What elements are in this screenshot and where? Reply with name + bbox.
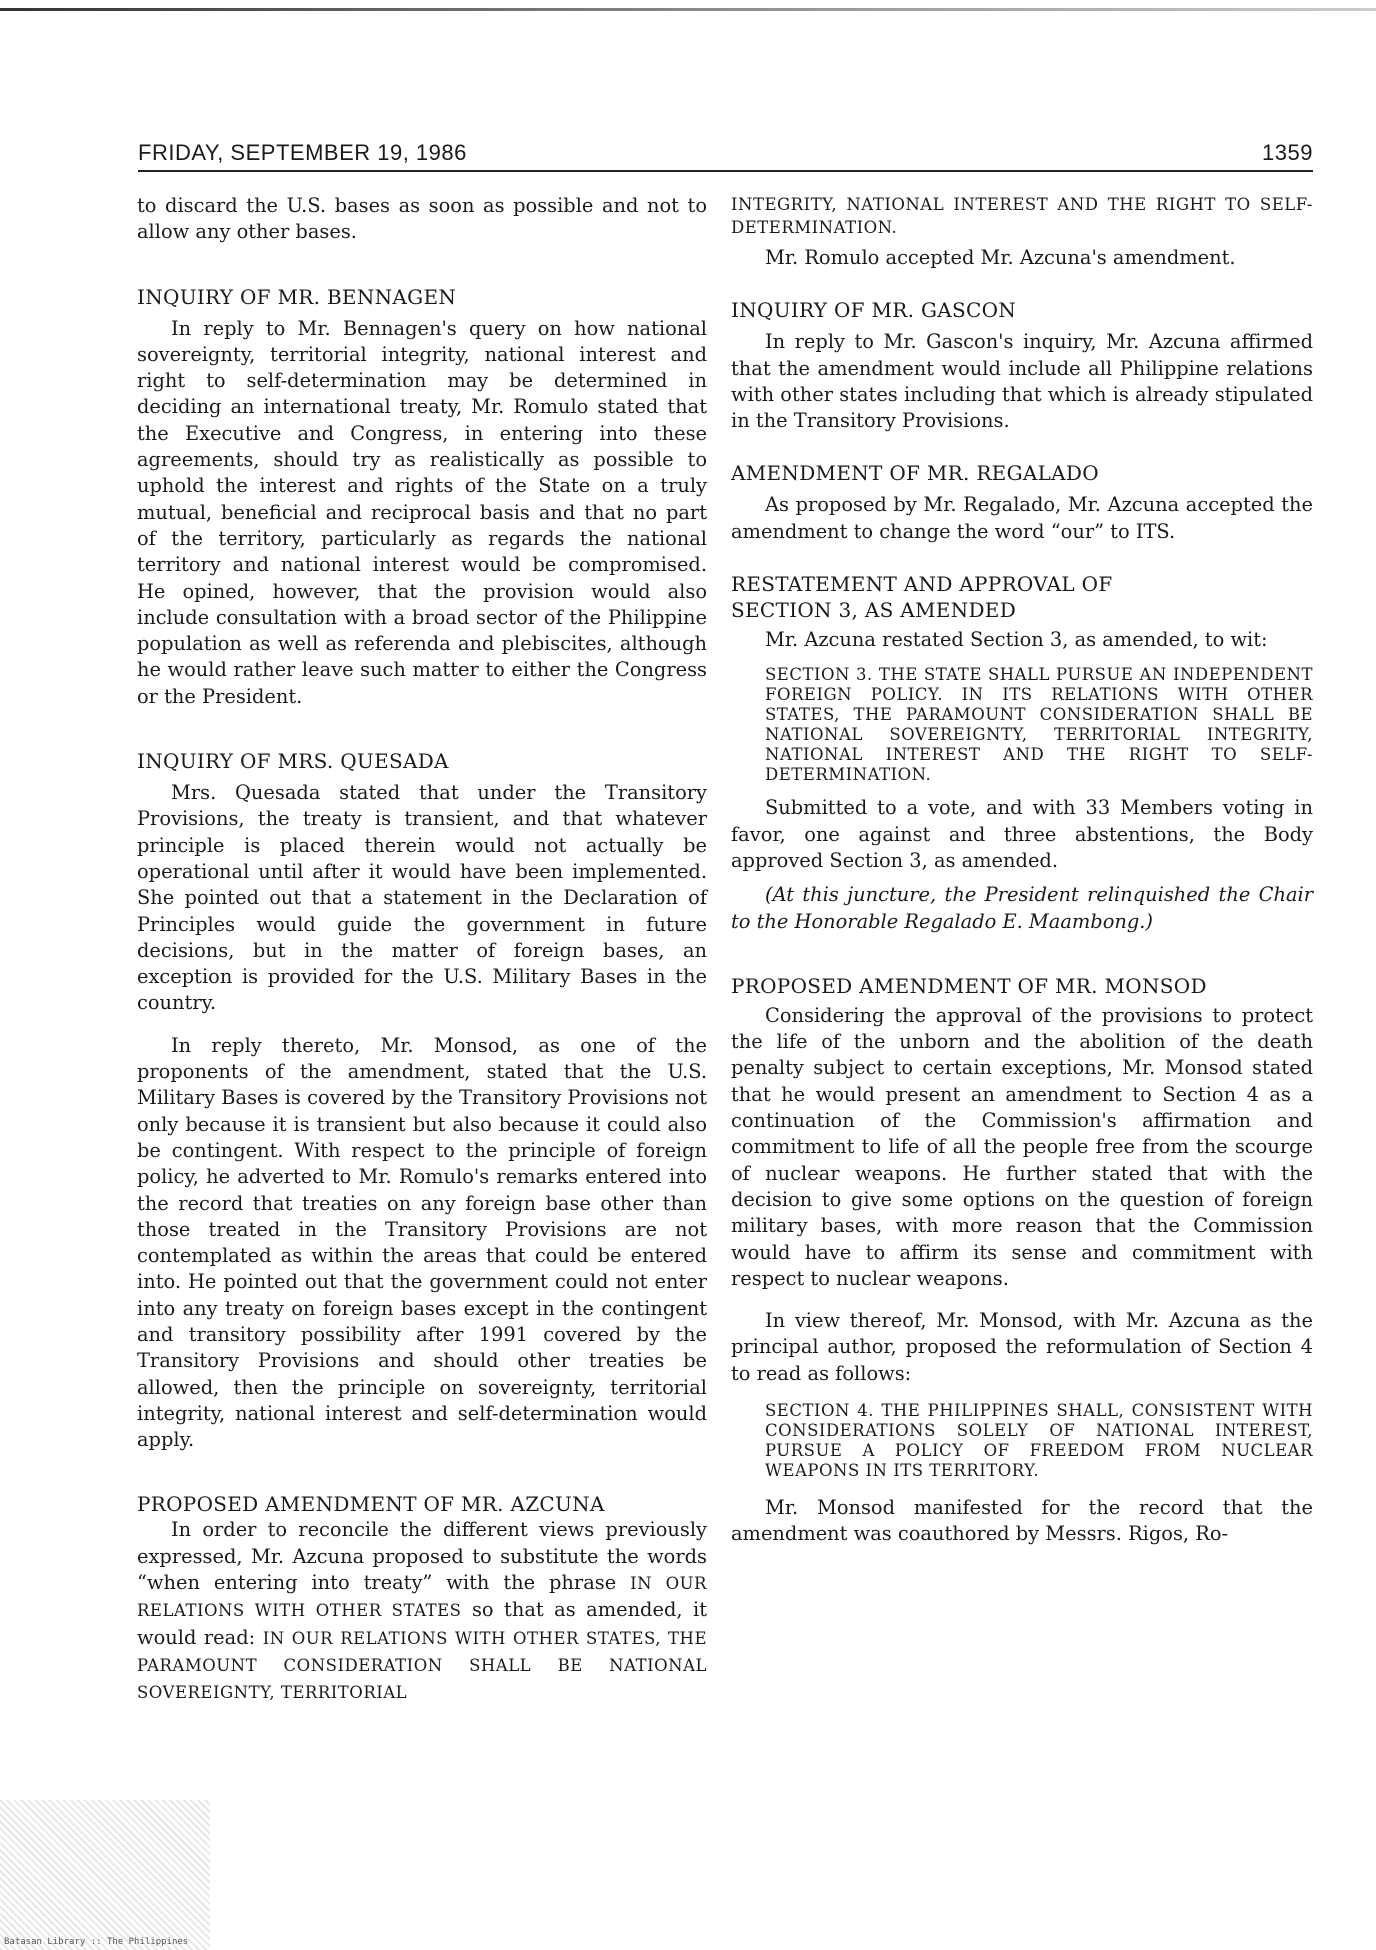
page-header: [138, 132, 1313, 166]
paragraph: In reply to Mr. Gascon's inquiry, Mr. Azcuna affirmed that the amendment would include all Philippine relations with other states including that which is already stipulated in the Transitory Provisions.: [731, 330, 1313, 433]
paragraph: In view thereof, Mr. Monsod, with Mr. Azcuna as the principal author, proposed the reformulation of Section 4 to read as follows:: [731, 1309, 1313, 1385]
paragraph: In reply thereto, Mr. Monsod, as one of the proponents of the amendment, stated that the U.S. Military Bases is covered by the Transitory Provisions not only because it is transient but also because it could also be contingent. With respect to the principle of foreign policy, he adverted to Mr. Romulo's remarks entered into the record that treaties on any foreign base other than those treated in the Transitory Provisions are not contemplated as within the areas that could be entered into. He pointed out that the government could not enter into any treaty on foreign bases except in the contingent and transitory possibility after 1991 covered by the Transitory Provisions and should other treaties be allowed, then the principle on sovereignty, territorial integrity, national interest and self-determination would apply.: [137, 1033, 707, 1452]
header-rule: [138, 170, 1313, 172]
paragraph: Mr. Azcuna restated Section 3, as amended, to wit:: [765, 628, 1268, 652]
paragraph: to discard the U.S. bases as soon as possible and not to allow any other bases.: [137, 194, 707, 244]
section-heading: AMENDMENT OF MR. REGALADO: [731, 461, 1099, 486]
paragraph: As proposed by Mr. Regalado, Mr. Azcuna accepted the amendment to change the word “our” to ITS.: [731, 493, 1313, 543]
page-number: 1359: [1262, 140, 1313, 165]
top-edge-rule: [0, 8, 1376, 11]
quoted-section-4: SECTION 4. THE PHILIPPINES SHALL, CONSISTENT WITH CONSIDERATIONS SOLELY OF NATIONAL INTEREST, PURSUE A POLICY OF FREEDOM FROM NUCLEAR WEAPONS IN ITS TERRITORY.: [765, 1401, 1313, 1481]
paragraph: Considering the approval of the provisions to protect the life of the unborn and the abolition of the death penalty subject to certain exceptions, Mr. Monsod stated that he would present an amendment to Section 4 as a continuation of the Commission's affirmation and commitment to life of all the people free from the scourge of nuclear weapons. He further stated that with the decision to give some options on the question of foreign military bases, with more reason that the Commission would have to affirm its sense and commitment with respect to nuclear weapons.: [731, 1003, 1313, 1290]
section-heading: INQUIRY OF MR. BENNAGEN: [137, 284, 457, 309]
quoted-section-3: SECTION 3. THE STATE SHALL PURSUE AN INDEPENDENT FOREIGN POLICY. IN ITS RELATIONS WITH OTHER STATES, THE PARAMOUNT CONSIDERATION SHALL BE NATIONAL SOVEREIGNTY, TERRITORIAL INTEGRITY, NATIONAL INTEREST AND THE RIGHT TO SELF-DETERMINATION.: [765, 665, 1313, 785]
paragraph: (At this juncture, the President relinquished the Chair to the Honorable Regalado E. Maambong.): [731, 883, 1313, 933]
left-column: [137, 193, 707, 1823]
section-heading: INQUIRY OF MR. GASCON: [731, 298, 1017, 323]
header-date: FRIDAY, SEPTEMBER 19, 1986: [138, 140, 467, 165]
paragraph: Mr. Monsod manifested for the record that the amendment was coauthored by Messrs. Rigos, Ro-: [731, 1496, 1313, 1546]
paragraph: INTEGRITY, NATIONAL INTEREST AND THE RIGHT TO SELF-DETERMINATION.: [731, 195, 1313, 237]
paragraph: Mr. Romulo accepted Mr. Azcuna's amendment.: [765, 246, 1236, 269]
section-heading: RESTATEMENT AND APPROVAL OF: [731, 572, 1113, 597]
paragraph: Mrs. Quesada stated that under the Transitory Provisions, the treaty is transient, and that whatever principle is placed therein would not actually be operational until after it would have been implemented. She pointed out that a statement in the Declaration of Principles would guide the government in future decisions, but in the matter of foreign bases, an exception is provided for the U.S. Military Bases in the country.: [137, 781, 707, 1015]
section-heading: INQUIRY OF MRS. QUESADA: [137, 749, 449, 774]
section-heading: PROPOSED AMENDMENT OF MR. AZCUNA: [137, 1492, 605, 1517]
section-heading: PROPOSED AMENDMENT OF MR. MONSOD: [731, 973, 1207, 998]
right-column: [731, 193, 1313, 1823]
paragraph: In reply to Mr. Bennagen's query on how national sovereignty, territorial integrity, national interest and right to self-determination may be determined in deciding an international treaty, Mr. Romulo stated that the Executive and Congress, in entering into these agreements, should try as realistically as possible to uphold the interest and rights of the State on a truly mutual, beneficial and reciprocal basis and that no part of the territory, particularly as regards the national territory and national interest would be compromised. He opined, however, that the provision would also include consultation with a broad sector of the Philippine population as well as referenda and plebiscites, although he would rather leave such matter to either the Congress or the President.: [137, 316, 707, 708]
scan-credit: Batasan Library :: The Philippines: [4, 1937, 189, 1947]
scan-noise: [0, 1800, 210, 1950]
paragraph: Submitted to a vote, and with 33 Members voting in favor, one against and three abstentions, the Body approved Section 3, as amended.: [731, 796, 1313, 872]
paragraph: In order to reconcile the different views previously expressed, Mr. Azcuna proposed to substitute the words “when entering into treaty” with the phrase IN OUR RELATIONS WITH OTHER STATES so that as amended, it would read: IN OUR RELATIONS WITH OTHER STATES, THE PARAMOUNT CONSIDERATION SHALL BE NATIONAL SOVEREIGNTY, TERRITORIAL: [137, 1518, 707, 1703]
section-heading: SECTION 3, AS AMENDED: [731, 598, 1017, 623]
